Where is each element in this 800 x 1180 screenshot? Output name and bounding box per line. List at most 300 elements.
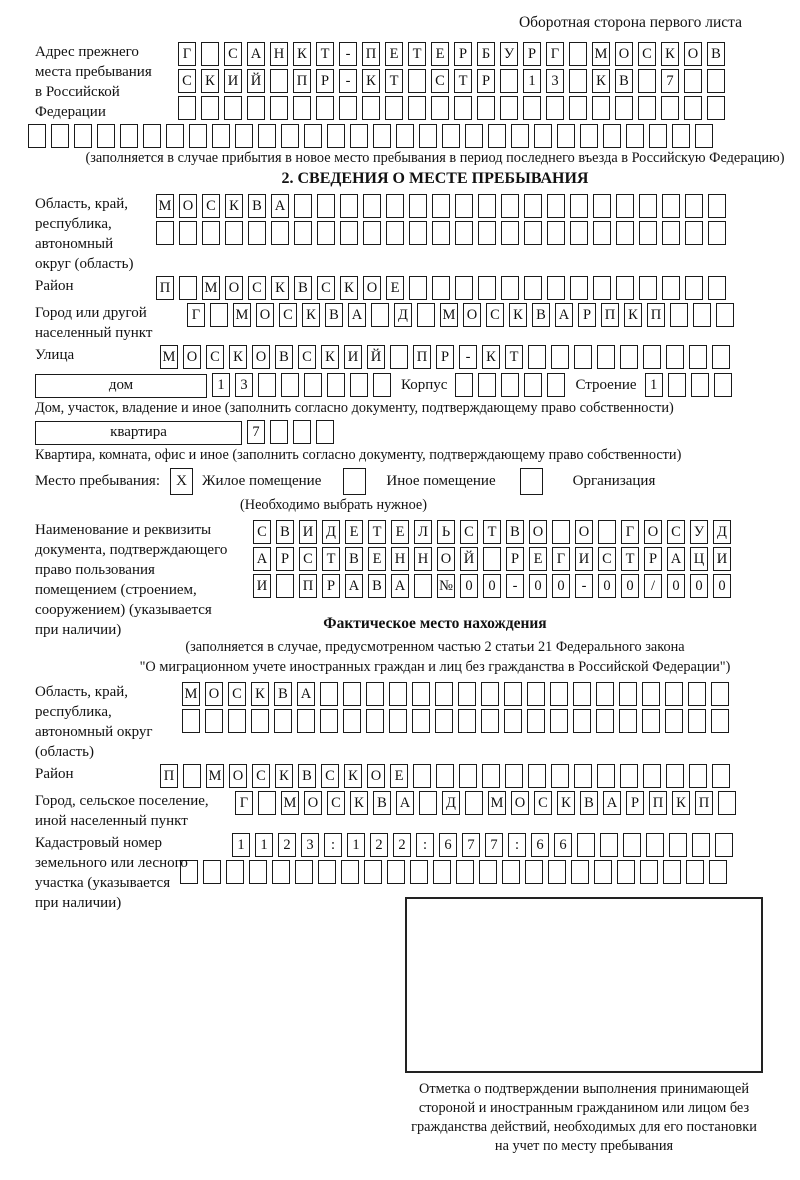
char-cell[interactable] (408, 69, 426, 93)
char-cell[interactable] (294, 194, 312, 218)
char-cell[interactable]: К (275, 764, 293, 788)
char-cell[interactable]: И (575, 547, 593, 571)
char-cell[interactable] (646, 833, 664, 857)
char-cell[interactable]: О (529, 520, 547, 544)
char-cell[interactable]: В (325, 303, 343, 327)
char-cell[interactable] (594, 860, 612, 884)
char-cell[interactable]: С (252, 764, 270, 788)
char-cell[interactable]: В (615, 69, 633, 93)
char-cell-row[interactable] (182, 682, 729, 707)
char-cell[interactable] (327, 373, 345, 397)
char-cell[interactable] (478, 373, 496, 397)
char-cell[interactable] (500, 69, 518, 93)
char-cell[interactable] (226, 860, 244, 884)
char-cell[interactable]: С (178, 69, 196, 93)
char-cell[interactable]: А (391, 574, 409, 598)
char-cell[interactable] (552, 520, 570, 544)
char-cell[interactable]: Н (391, 547, 409, 571)
char-cell[interactable] (528, 764, 546, 788)
char-cell[interactable]: 6 (531, 833, 549, 857)
char-cell[interactable]: Ц (690, 547, 708, 571)
char-cell[interactable]: А (603, 791, 621, 815)
char-cell[interactable]: П (160, 764, 178, 788)
char-cell[interactable] (179, 276, 197, 300)
char-cell[interactable] (409, 276, 427, 300)
char-cell[interactable] (410, 860, 428, 884)
char-cell[interactable]: С (638, 42, 656, 66)
char-cell[interactable]: О (252, 345, 270, 369)
char-cell[interactable] (685, 194, 703, 218)
char-cell[interactable]: 2 (393, 833, 411, 857)
char-cell[interactable] (551, 764, 569, 788)
char-cell-row[interactable] (253, 547, 731, 572)
char-cell[interactable]: К (302, 303, 320, 327)
char-cell[interactable] (435, 709, 453, 733)
char-cell[interactable]: Е (368, 547, 386, 571)
char-cell[interactable]: А (345, 574, 363, 598)
char-cell[interactable]: О (256, 303, 274, 327)
char-cell[interactable]: О (229, 764, 247, 788)
char-cell[interactable] (224, 96, 242, 120)
char-cell[interactable]: Т (408, 42, 426, 66)
char-cell[interactable] (385, 96, 403, 120)
char-cell[interactable] (432, 194, 450, 218)
char-cell[interactable] (569, 42, 587, 66)
char-cell[interactable]: Е (431, 42, 449, 66)
char-cell[interactable] (179, 221, 197, 245)
char-cell[interactable] (433, 860, 451, 884)
char-cell[interactable]: О (615, 42, 633, 66)
char-cell[interactable]: О (179, 194, 197, 218)
char-cell[interactable]: И (253, 574, 271, 598)
char-cell[interactable]: Р (477, 69, 495, 93)
char-cell-row[interactable] (235, 791, 736, 816)
char-cell[interactable] (709, 860, 727, 884)
char-cell[interactable] (408, 96, 426, 120)
char-cell[interactable] (316, 420, 334, 444)
char-cell[interactable] (363, 194, 381, 218)
char-cell[interactable] (573, 682, 591, 706)
char-cell[interactable] (504, 709, 522, 733)
char-cell[interactable] (668, 373, 686, 397)
char-cell[interactable]: Г (621, 520, 639, 544)
char-cell[interactable] (390, 345, 408, 369)
char-cell[interactable] (662, 276, 680, 300)
char-cell[interactable] (501, 373, 519, 397)
char-cell[interactable] (546, 96, 564, 120)
char-cell[interactable] (455, 373, 473, 397)
char-cell[interactable]: К (592, 69, 610, 93)
char-cell[interactable]: С (224, 42, 242, 66)
char-cell[interactable] (569, 96, 587, 120)
checkbox-zhiloe[interactable]: X (170, 468, 193, 495)
char-cell[interactable]: В (532, 303, 550, 327)
char-cell[interactable]: : (324, 833, 342, 857)
char-cell[interactable] (479, 860, 497, 884)
char-cell[interactable] (663, 860, 681, 884)
char-cell[interactable] (341, 860, 359, 884)
char-cell[interactable] (524, 221, 542, 245)
char-cell[interactable] (478, 221, 496, 245)
char-cell[interactable]: - (459, 345, 477, 369)
char-cell[interactable] (320, 682, 338, 706)
char-cell[interactable] (551, 345, 569, 369)
char-cell[interactable] (350, 373, 368, 397)
char-cell[interactable]: А (348, 303, 366, 327)
char-cell[interactable] (643, 764, 661, 788)
char-cell[interactable] (419, 791, 437, 815)
char-cell-row[interactable] (180, 860, 733, 885)
char-cell[interactable] (455, 194, 473, 218)
char-cell-row[interactable] (212, 373, 391, 398)
char-cell[interactable] (662, 194, 680, 218)
char-cell[interactable]: 3 (301, 833, 319, 857)
char-cell[interactable]: 1 (255, 833, 273, 857)
char-cell[interactable] (626, 124, 644, 148)
char-cell[interactable]: 7 (485, 833, 503, 857)
char-cell[interactable]: Р (316, 69, 334, 93)
char-cell[interactable] (716, 303, 734, 327)
char-cell[interactable]: : (508, 833, 526, 857)
char-cell[interactable] (248, 221, 266, 245)
char-cell[interactable] (340, 194, 358, 218)
char-cell[interactable] (502, 860, 520, 884)
char-cell[interactable]: К (225, 194, 243, 218)
char-cell[interactable]: Н (414, 547, 432, 571)
char-cell[interactable]: В (506, 520, 524, 544)
char-cell[interactable] (708, 194, 726, 218)
char-cell[interactable] (481, 709, 499, 733)
char-cell[interactable] (482, 764, 500, 788)
char-cell[interactable]: О (437, 547, 455, 571)
char-cell[interactable] (432, 276, 450, 300)
char-cell[interactable]: С (228, 682, 246, 706)
char-cell[interactable] (120, 124, 138, 148)
char-cell-row[interactable] (455, 373, 565, 398)
char-cell[interactable]: Д (322, 520, 340, 544)
char-cell[interactable] (524, 373, 542, 397)
char-cell[interactable] (603, 124, 621, 148)
char-cell[interactable]: Е (390, 764, 408, 788)
char-cell[interactable] (547, 276, 565, 300)
char-cell[interactable] (661, 96, 679, 120)
char-cell[interactable]: 1 (645, 373, 663, 397)
char-cell[interactable] (340, 221, 358, 245)
char-cell[interactable]: 7 (462, 833, 480, 857)
char-cell[interactable] (488, 124, 506, 148)
char-cell[interactable] (386, 221, 404, 245)
char-cell[interactable]: О (575, 520, 593, 544)
char-cell[interactable]: С (327, 791, 345, 815)
char-cell-row[interactable] (187, 303, 734, 328)
char-cell[interactable] (623, 833, 641, 857)
char-cell[interactable]: С (431, 69, 449, 93)
char-cell[interactable] (688, 682, 706, 706)
char-cell[interactable] (28, 124, 46, 148)
char-cell-row[interactable] (28, 124, 800, 149)
char-cell[interactable]: 7 (247, 420, 265, 444)
char-cell-row[interactable] (156, 194, 726, 219)
char-cell[interactable]: 7 (661, 69, 679, 93)
char-cell[interactable]: № (437, 574, 455, 598)
char-cell[interactable]: Г (546, 42, 564, 66)
char-cell[interactable]: К (229, 345, 247, 369)
char-cell[interactable]: Т (322, 547, 340, 571)
char-cell[interactable]: А (297, 682, 315, 706)
char-cell-row[interactable] (247, 420, 334, 445)
char-cell[interactable]: В (707, 42, 725, 66)
char-cell[interactable] (639, 276, 657, 300)
char-cell[interactable] (412, 682, 430, 706)
char-cell[interactable] (638, 96, 656, 120)
char-cell[interactable] (597, 764, 615, 788)
char-cell[interactable] (550, 682, 568, 706)
char-cell[interactable] (524, 194, 542, 218)
char-cell[interactable]: В (276, 520, 294, 544)
char-cell[interactable] (414, 574, 432, 598)
char-cell[interactable]: 0 (529, 574, 547, 598)
char-cell[interactable] (712, 764, 730, 788)
char-cell[interactable] (615, 96, 633, 120)
char-cell[interactable] (442, 124, 460, 148)
char-cell[interactable] (294, 221, 312, 245)
char-cell[interactable] (201, 96, 219, 120)
char-cell[interactable] (362, 96, 380, 120)
char-cell[interactable] (596, 682, 614, 706)
char-cell[interactable] (201, 42, 219, 66)
char-cell[interactable]: К (509, 303, 527, 327)
char-cell[interactable]: Р (454, 42, 472, 66)
char-cell[interactable]: Г (187, 303, 205, 327)
char-cell[interactable]: Р (506, 547, 524, 571)
char-cell[interactable]: М (281, 791, 299, 815)
char-cell[interactable] (389, 709, 407, 733)
char-cell[interactable] (707, 96, 725, 120)
char-cell[interactable] (293, 96, 311, 120)
char-cell[interactable] (272, 860, 290, 884)
char-cell[interactable] (600, 833, 618, 857)
char-cell[interactable]: - (506, 574, 524, 598)
char-cell[interactable] (389, 682, 407, 706)
char-cell[interactable]: И (344, 345, 362, 369)
char-cell[interactable]: 0 (690, 574, 708, 598)
char-cell[interactable]: В (580, 791, 598, 815)
char-cell[interactable]: П (299, 574, 317, 598)
char-cell[interactable]: Е (345, 520, 363, 544)
char-cell[interactable]: А (667, 547, 685, 571)
char-cell[interactable] (228, 709, 246, 733)
char-cell[interactable]: С (460, 520, 478, 544)
char-cell[interactable]: Л (414, 520, 432, 544)
char-cell[interactable] (617, 860, 635, 884)
char-cell[interactable] (574, 345, 592, 369)
char-cell[interactable]: 1 (347, 833, 365, 857)
char-cell[interactable] (523, 96, 541, 120)
char-cell[interactable] (409, 194, 427, 218)
char-cell[interactable]: В (298, 764, 316, 788)
char-cell[interactable] (688, 709, 706, 733)
char-cell[interactable]: Г (552, 547, 570, 571)
char-cell[interactable] (212, 124, 230, 148)
char-cell[interactable] (592, 96, 610, 120)
char-cell[interactable]: У (690, 520, 708, 544)
char-cell[interactable]: С (486, 303, 504, 327)
char-cell[interactable]: - (575, 574, 593, 598)
char-cell[interactable]: Е (529, 547, 547, 571)
char-cell[interactable] (478, 276, 496, 300)
char-cell[interactable] (304, 373, 322, 397)
char-cell[interactable]: В (248, 194, 266, 218)
char-cell[interactable] (166, 124, 184, 148)
char-cell[interactable] (642, 709, 660, 733)
char-cell[interactable] (639, 194, 657, 218)
char-cell[interactable] (695, 124, 713, 148)
char-cell[interactable] (643, 345, 661, 369)
char-cell[interactable]: Н (270, 42, 288, 66)
char-cell[interactable] (373, 373, 391, 397)
char-cell[interactable]: Д (394, 303, 412, 327)
char-cell[interactable]: Й (247, 69, 265, 93)
char-cell[interactable]: М (182, 682, 200, 706)
char-cell[interactable] (235, 124, 253, 148)
char-cell-row[interactable] (253, 520, 731, 545)
char-cell[interactable] (593, 276, 611, 300)
char-cell[interactable] (396, 124, 414, 148)
char-cell[interactable] (689, 345, 707, 369)
char-cell[interactable] (465, 124, 483, 148)
char-cell[interactable]: В (345, 547, 363, 571)
char-cell[interactable]: / (644, 574, 662, 598)
char-cell[interactable]: Т (454, 69, 472, 93)
char-cell[interactable] (456, 860, 474, 884)
char-cell[interactable] (665, 709, 683, 733)
char-cell[interactable] (459, 764, 477, 788)
char-cell[interactable]: С (206, 345, 224, 369)
char-cell[interactable] (638, 69, 656, 93)
char-cell-row[interactable] (156, 221, 726, 246)
char-cell[interactable]: С (317, 276, 335, 300)
char-cell[interactable]: И (713, 547, 731, 571)
char-cell[interactable]: М (592, 42, 610, 66)
char-cell[interactable]: Т (316, 42, 334, 66)
char-cell[interactable] (557, 124, 575, 148)
char-cell[interactable]: С (202, 194, 220, 218)
char-cell[interactable] (317, 194, 335, 218)
char-cell[interactable]: П (647, 303, 665, 327)
char-cell[interactable]: М (488, 791, 506, 815)
char-cell[interactable] (387, 860, 405, 884)
char-cell[interactable]: С (534, 791, 552, 815)
char-cell[interactable] (715, 833, 733, 857)
char-cell[interactable] (436, 764, 454, 788)
char-cell[interactable]: К (344, 764, 362, 788)
char-cell[interactable] (501, 221, 519, 245)
char-cell[interactable]: Р (276, 547, 294, 571)
char-cell-row[interactable] (645, 373, 732, 398)
char-cell[interactable] (547, 194, 565, 218)
char-cell[interactable] (225, 221, 243, 245)
char-cell[interactable] (409, 221, 427, 245)
char-cell[interactable] (669, 833, 687, 857)
char-cell[interactable] (639, 221, 657, 245)
char-cell[interactable] (270, 420, 288, 444)
char-cell[interactable] (339, 96, 357, 120)
char-cell-row[interactable] (160, 764, 730, 789)
char-cell[interactable] (364, 860, 382, 884)
char-cell[interactable]: В (368, 574, 386, 598)
char-cell[interactable] (620, 345, 638, 369)
char-cell[interactable] (685, 276, 703, 300)
char-cell[interactable] (666, 345, 684, 369)
char-cell[interactable]: П (695, 791, 713, 815)
char-cell[interactable]: Р (322, 574, 340, 598)
char-cell[interactable] (274, 709, 292, 733)
char-cell[interactable] (413, 764, 431, 788)
char-cell[interactable] (435, 682, 453, 706)
char-cell[interactable] (431, 96, 449, 120)
char-cell[interactable] (524, 276, 542, 300)
char-cell[interactable]: А (396, 791, 414, 815)
char-cell[interactable] (528, 345, 546, 369)
char-cell[interactable]: В (275, 345, 293, 369)
char-cell[interactable]: Т (368, 520, 386, 544)
char-cell[interactable] (143, 124, 161, 148)
char-cell[interactable]: Г (178, 42, 196, 66)
char-cell[interactable] (386, 194, 404, 218)
char-cell[interactable]: О (367, 764, 385, 788)
char-cell[interactable]: К (293, 42, 311, 66)
char-cell[interactable]: Р (578, 303, 596, 327)
char-cell[interactable] (202, 221, 220, 245)
char-cell[interactable] (670, 303, 688, 327)
char-cell[interactable] (74, 124, 92, 148)
char-cell[interactable]: А (271, 194, 289, 218)
char-cell[interactable]: С (667, 520, 685, 544)
char-cell[interactable]: Е (386, 276, 404, 300)
char-cell[interactable] (571, 860, 589, 884)
char-cell[interactable]: С (598, 547, 616, 571)
char-cell[interactable] (343, 709, 361, 733)
char-cell[interactable]: А (253, 547, 271, 571)
checkbox-inoe[interactable] (343, 468, 366, 495)
char-cell[interactable]: Б (477, 42, 495, 66)
char-cell[interactable] (465, 791, 483, 815)
char-cell[interactable] (205, 709, 223, 733)
char-cell-row[interactable] (156, 276, 726, 301)
char-cell[interactable]: О (463, 303, 481, 327)
char-cell[interactable]: К (350, 791, 368, 815)
char-cell[interactable] (616, 194, 634, 218)
char-cell[interactable] (454, 96, 472, 120)
char-cell[interactable] (271, 221, 289, 245)
char-cell[interactable]: С (279, 303, 297, 327)
char-cell[interactable]: К (251, 682, 269, 706)
char-cell[interactable] (371, 303, 389, 327)
char-cell[interactable]: В (274, 682, 292, 706)
char-cell[interactable]: Т (505, 345, 523, 369)
char-cell[interactable]: М (156, 194, 174, 218)
char-cell[interactable]: К (321, 345, 339, 369)
char-cell[interactable] (573, 709, 591, 733)
char-cell[interactable]: П (362, 42, 380, 66)
char-cell[interactable] (270, 96, 288, 120)
char-cell[interactable] (718, 791, 736, 815)
char-cell[interactable] (477, 96, 495, 120)
char-cell[interactable]: 0 (598, 574, 616, 598)
char-cell[interactable] (570, 221, 588, 245)
char-cell[interactable] (504, 682, 522, 706)
char-cell[interactable]: 6 (439, 833, 457, 857)
